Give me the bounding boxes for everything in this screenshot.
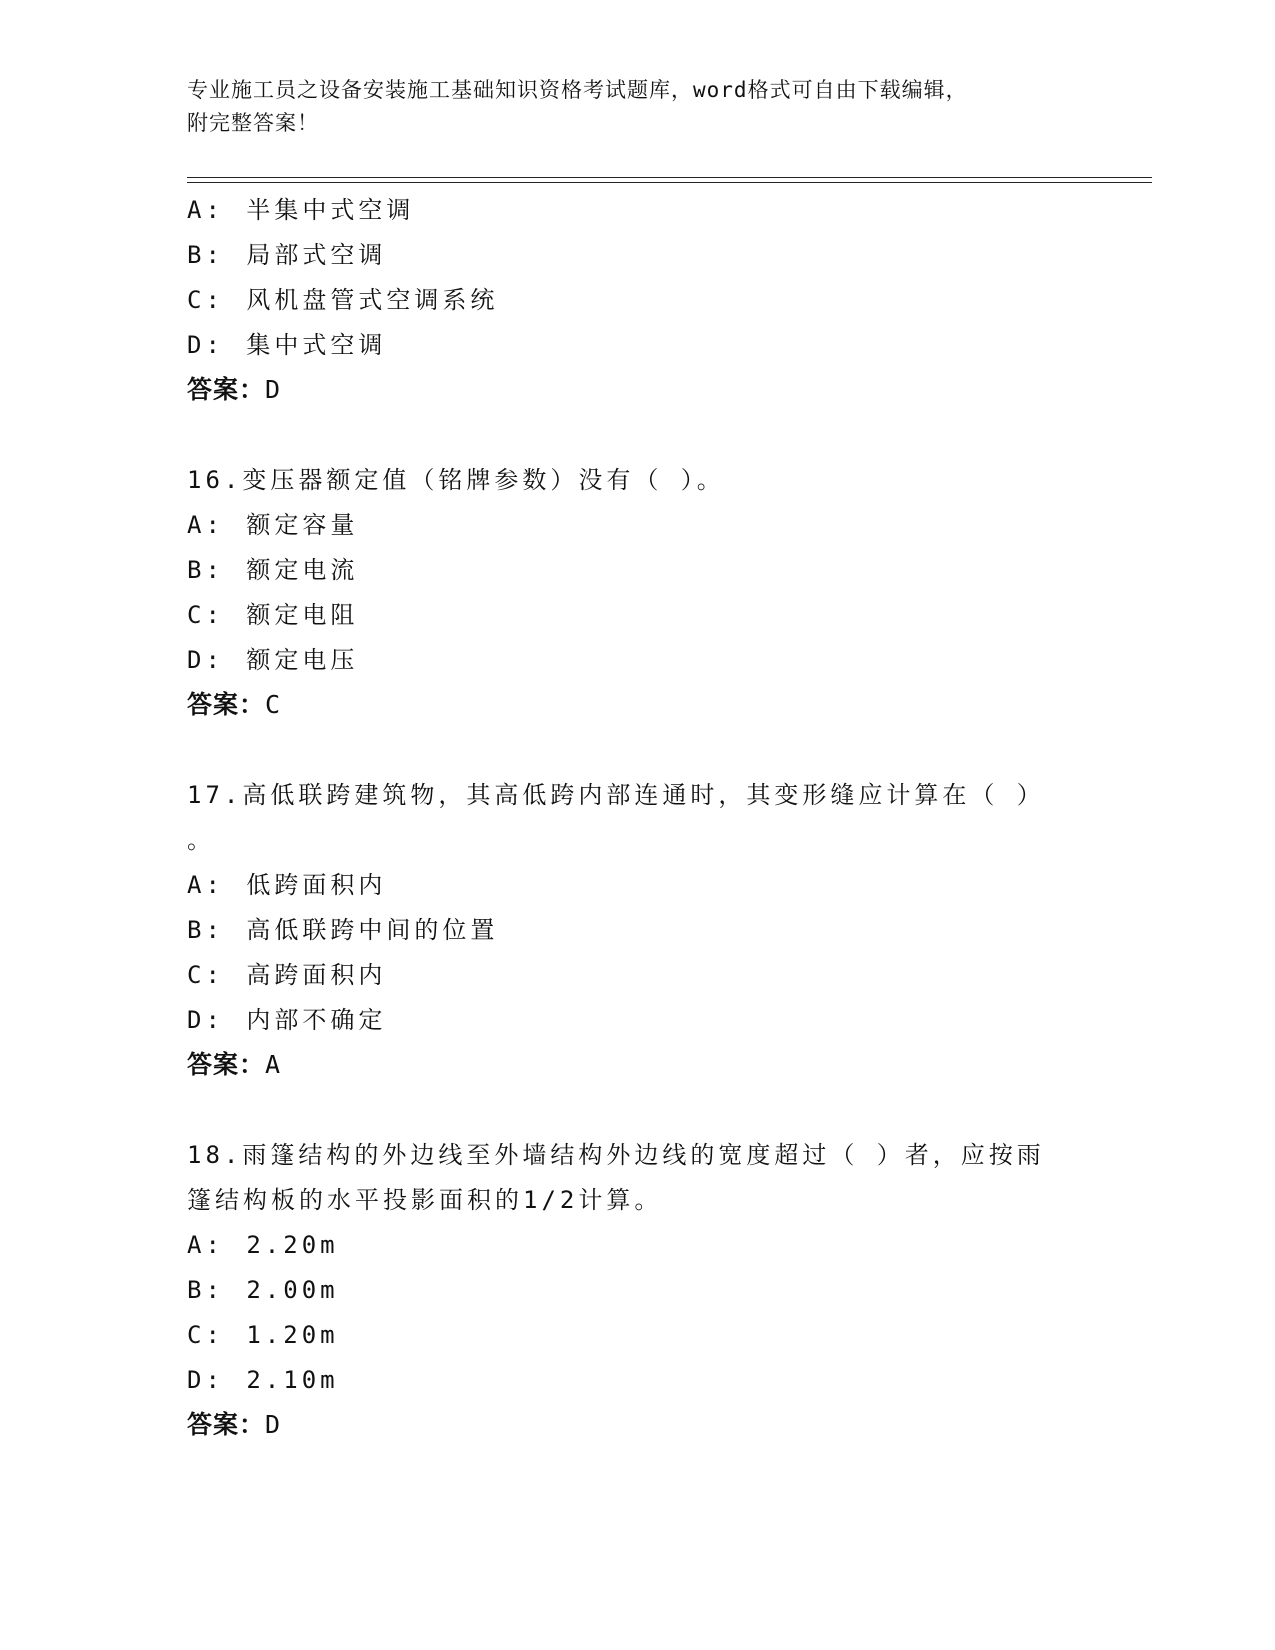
q15-option-d <box>187 330 386 360</box>
option-text: 2.00m <box>246 1276 339 1304</box>
option-text: 局部式空调 <box>246 241 387 269</box>
answer-label: 答案： <box>187 375 266 404</box>
option-key: C: <box>187 1321 224 1349</box>
q15-option-a <box>187 195 414 225</box>
option-key: D: <box>187 646 224 674</box>
header-rule-top <box>187 177 1152 178</box>
q18-stem-line-1: 18.雨篷结构的外边线至外墙结构外边线的宽度超过（ ）者，应按雨 <box>187 1141 1045 1169</box>
q16-stem: 16.变压器额定值（铭牌参数）没有（ ）。 <box>187 466 725 494</box>
header-line-2: 附完整答案！ <box>187 111 319 135</box>
answer-label: 答案： <box>187 690 266 719</box>
option-text: 低跨面积内 <box>246 871 387 899</box>
option-key: D: <box>187 1006 224 1034</box>
q17-stem-line-1: 17.高低联跨建筑物，其高低跨内部连通时，其变形缝应计算在（ ） <box>187 781 1045 809</box>
q18-option-c <box>187 1320 339 1350</box>
option-text: 内部不确定 <box>246 1006 387 1034</box>
option-key: A: <box>187 1231 224 1259</box>
document-header <box>187 74 1067 140</box>
option-key: B: <box>187 556 224 584</box>
answer-value: D <box>265 375 282 404</box>
q18-option-b <box>187 1275 339 1305</box>
q16-option-d <box>187 645 358 675</box>
q15-option-b <box>187 240 386 270</box>
option-key: C: <box>187 961 224 989</box>
q18-stem-line-2: 篷结构板的水平投影面积的1/2计算。 <box>187 1186 663 1214</box>
option-key: D: <box>187 1366 224 1394</box>
option-key: A: <box>187 871 224 899</box>
option-key: B: <box>187 916 224 944</box>
option-text: 2.20m <box>246 1231 339 1259</box>
answer-label: 答案： <box>187 1050 266 1079</box>
q17-option-a <box>187 870 386 900</box>
q15-answer <box>187 375 281 405</box>
option-key: A: <box>187 511 224 539</box>
option-key: C: <box>187 286 224 314</box>
q17-stem-line-2: 。 <box>187 826 215 854</box>
answer-value: D <box>265 1410 282 1439</box>
answer-value: A <box>265 1050 282 1079</box>
option-text: 高低联跨中间的位置 <box>246 916 499 944</box>
option-text: 额定电压 <box>246 646 359 674</box>
option-key: B: <box>187 1276 224 1304</box>
header-rule-bottom <box>187 182 1152 183</box>
option-key: A: <box>187 196 224 224</box>
q18-option-d <box>187 1365 339 1395</box>
option-text: 额定电阻 <box>246 601 359 629</box>
answer-value: C <box>265 690 282 719</box>
option-text: 额定电流 <box>246 556 359 584</box>
option-text: 1.20m <box>246 1321 339 1349</box>
q17-option-c <box>187 960 386 990</box>
q15-option-c <box>187 285 498 315</box>
q17-option-d <box>187 1005 386 1035</box>
option-key: D: <box>187 331 224 359</box>
header-line-1: 专业施工员之设备安装施工基础知识资格考试题库，word格式可自由下载编辑， <box>187 78 968 102</box>
answer-label: 答案： <box>187 1410 266 1439</box>
q18-option-a <box>187 1230 339 1260</box>
option-key: B: <box>187 241 224 269</box>
q16-option-c <box>187 600 358 630</box>
option-text: 集中式空调 <box>246 331 387 359</box>
option-text: 风机盘管式空调系统 <box>246 286 499 314</box>
option-key: C: <box>187 601 224 629</box>
q16-option-b <box>187 555 358 585</box>
q16-option-a <box>187 510 358 540</box>
option-text: 2.10m <box>246 1366 339 1394</box>
q17-answer <box>187 1050 281 1080</box>
q18-answer <box>187 1410 281 1440</box>
option-text: 额定容量 <box>246 511 359 539</box>
q16-answer <box>187 690 281 720</box>
option-text: 半集中式空调 <box>246 196 415 224</box>
option-text: 高跨面积内 <box>246 961 387 989</box>
q17-option-b <box>187 915 498 945</box>
